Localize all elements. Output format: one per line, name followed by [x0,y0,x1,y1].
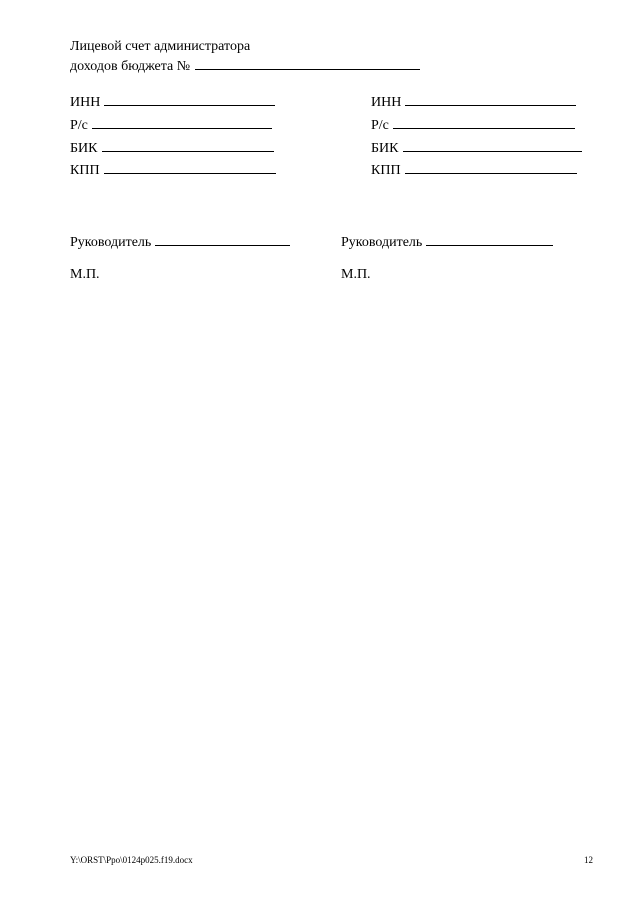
account-title-line2: доходов бюджета № [70,56,420,75]
right-rs-blank [393,115,575,129]
right-head-signature-blank [426,232,553,246]
right-rs-row: Р/с [371,115,575,134]
footer-file-path: Y:\ORST\Ppo\0124p025.f19.docx [70,855,193,865]
right-kpp-row: КПП [371,160,577,179]
left-kpp-blank [104,160,276,174]
left-inn-blank [104,92,275,106]
right-inn-blank [405,92,576,106]
left-rs-blank [92,115,272,129]
footer-page-number: 12 [584,855,593,865]
right-inn-row: ИНН [371,92,576,111]
right-bik-row: БИК [371,138,582,157]
left-head-signature-row: Руководитель [70,232,290,251]
right-stamp-label: М.П. [341,267,371,282]
left-inn-row: ИНН [70,92,275,111]
right-head-signature-row: Руководитель [341,232,553,251]
right-kpp-blank [405,160,577,174]
left-bik-row: БИК [70,138,274,157]
account-number-blank [195,56,420,70]
left-bik-blank [102,138,274,152]
left-kpp-row: КПП [70,160,276,179]
account-title-line1: Лицевой счет администратора [70,39,251,54]
right-bik-blank [403,138,582,152]
left-head-signature-blank [155,232,290,246]
left-stamp-label: М.П. [70,267,100,282]
left-rs-row: Р/с [70,115,272,134]
